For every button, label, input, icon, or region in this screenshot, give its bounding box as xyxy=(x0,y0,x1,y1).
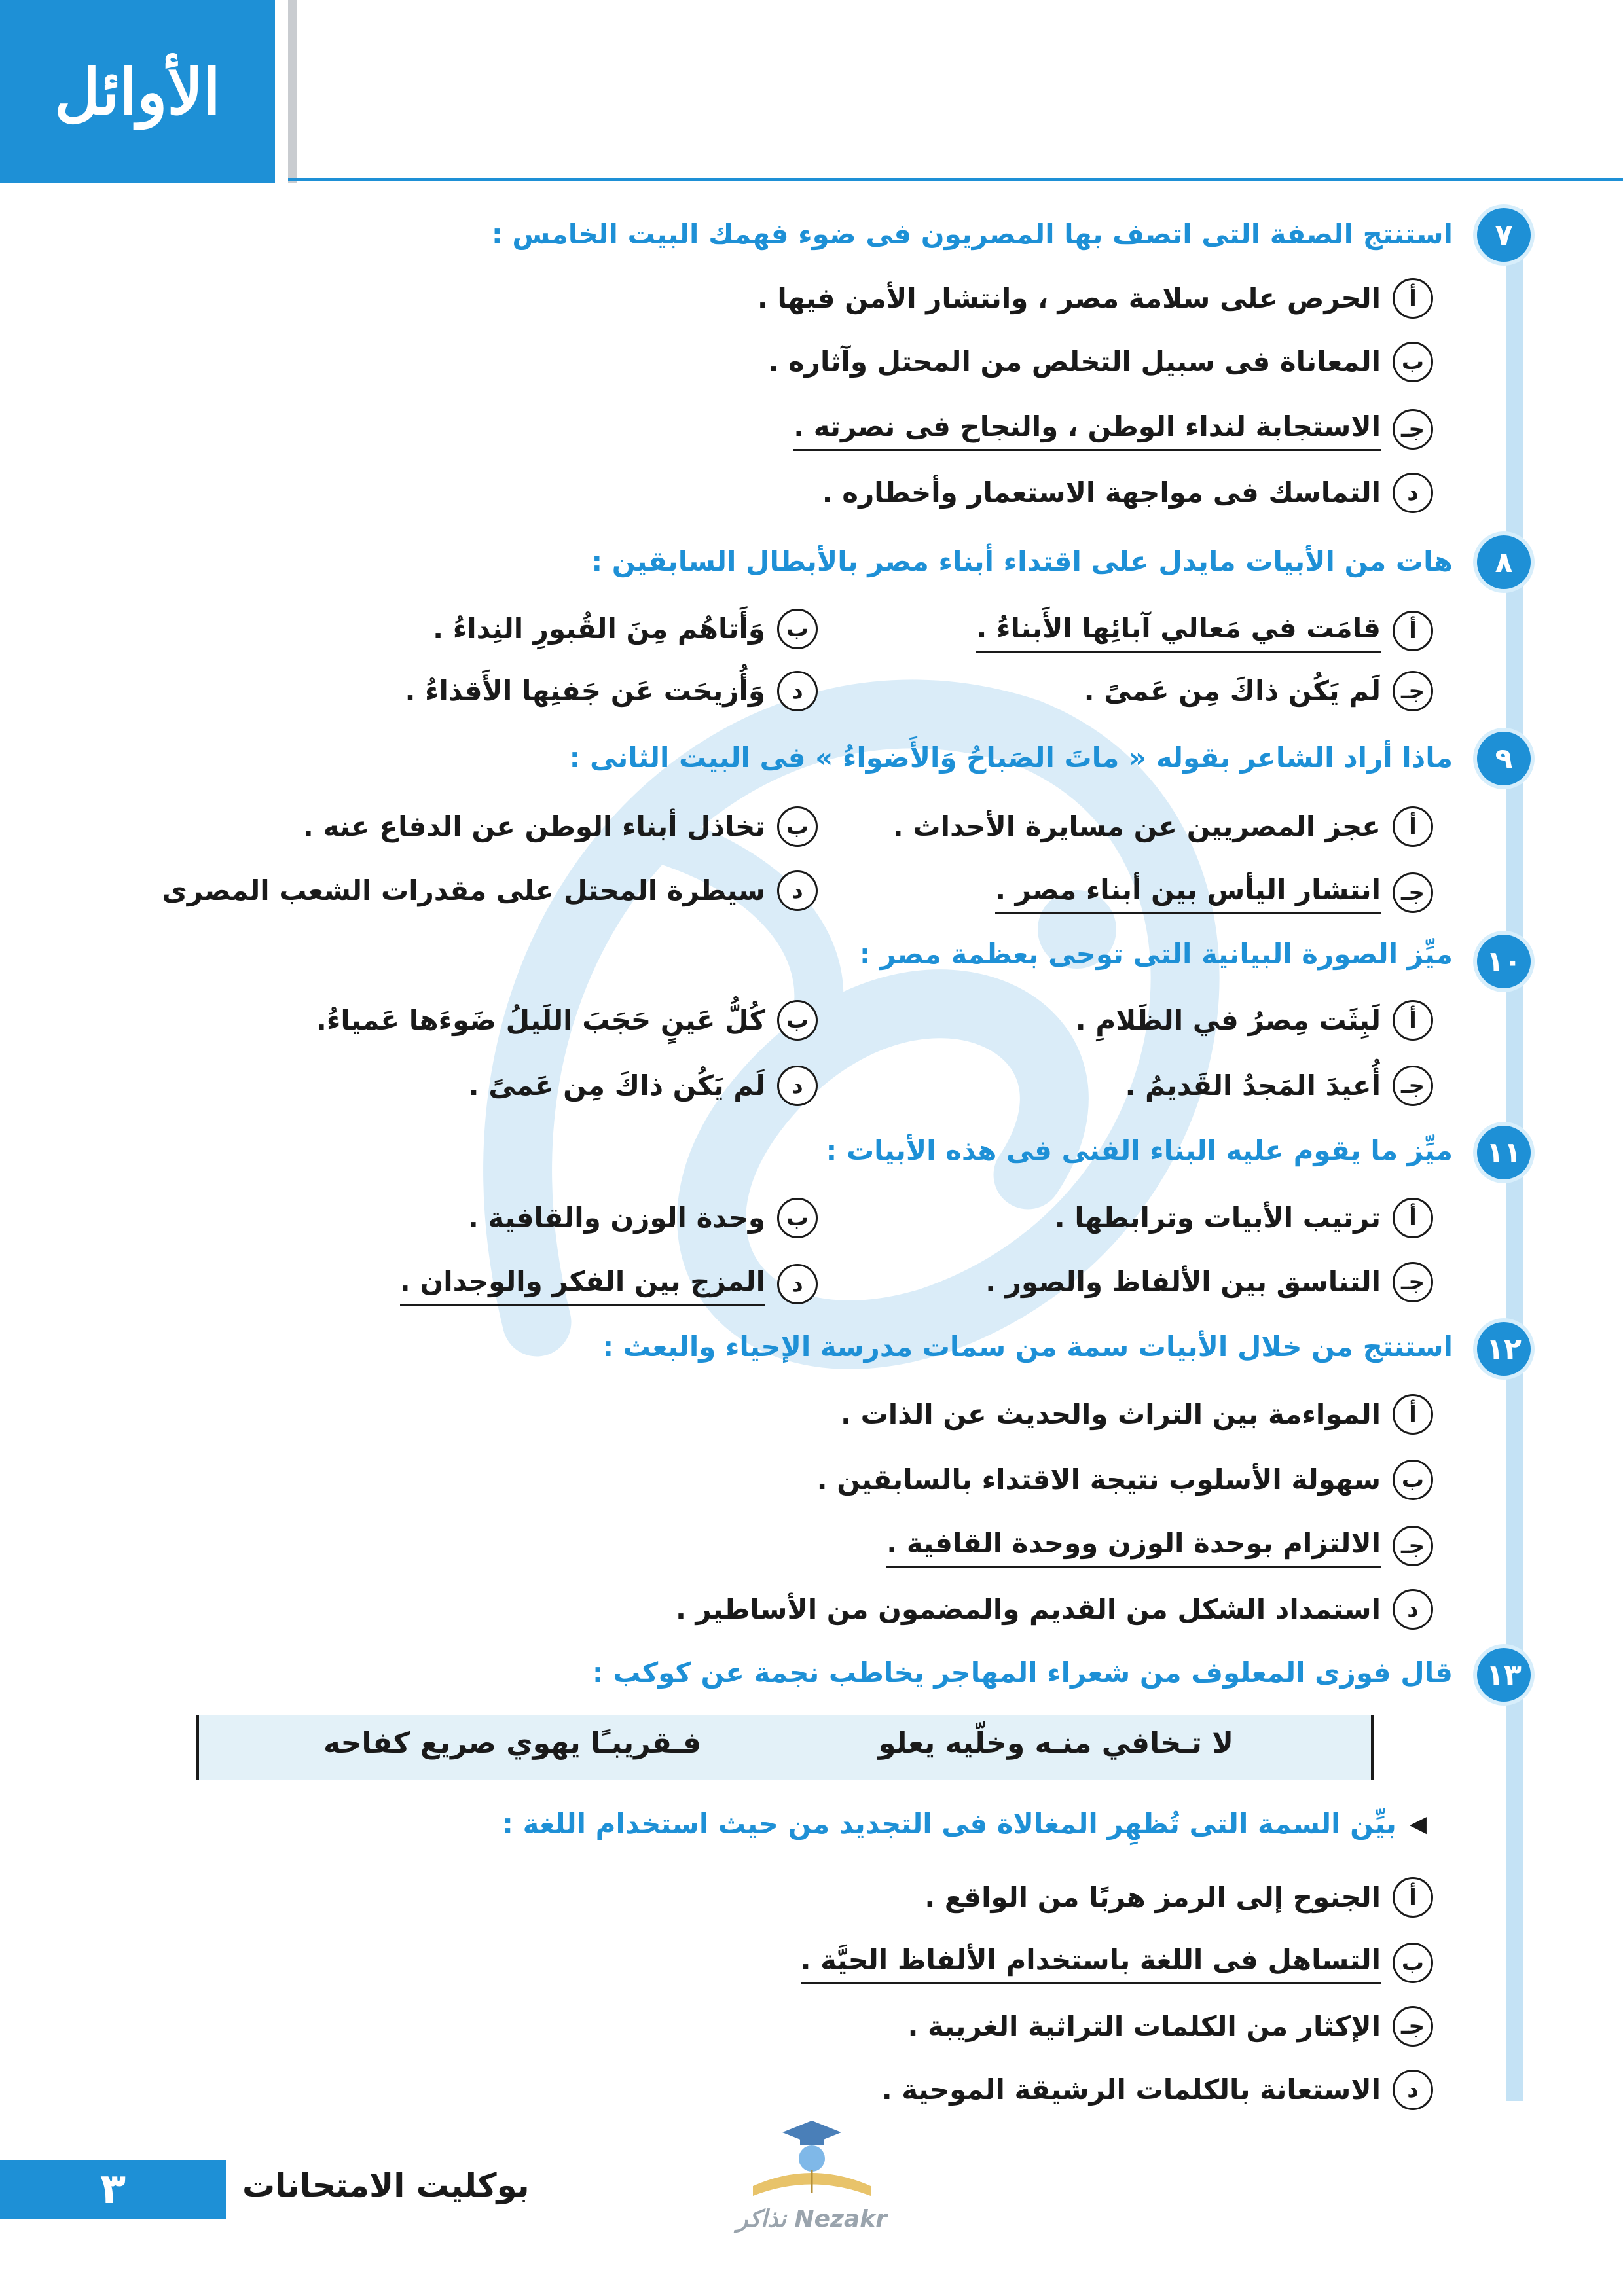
option-letter: د xyxy=(777,1066,818,1106)
sub-question-text: بيِّن السمة التى تُظهِر المغالاة فى التجديد من حيث استخدام اللغة : xyxy=(502,1808,1396,1840)
q8-option-a[interactable]: أ قامَت في مَعالي آبائِها الأَبناءُ . xyxy=(976,609,1433,653)
option-letter: أ xyxy=(1393,806,1433,847)
q8-option-c[interactable]: جـ لَم يَكُن ذاكَ مِن عَمىً . xyxy=(1084,671,1433,711)
option-letter: أ xyxy=(1393,611,1433,651)
sub-question xyxy=(502,1808,1427,1840)
option-letter: د xyxy=(1393,473,1433,513)
question-11-text: ميِّز ما يقوم عليه البناء الفنى فى هذه الأبيات : xyxy=(826,1134,1453,1166)
option-letter: ب xyxy=(1393,1943,1433,1983)
poem-verse-box xyxy=(196,1715,1374,1780)
q11-option-b[interactable]: ب وحدة الوزن والقافية . xyxy=(468,1198,818,1238)
option-letter: أ xyxy=(1393,1877,1433,1918)
question-number-9: ٩ xyxy=(1477,732,1531,785)
option-letter: ب xyxy=(777,806,818,847)
option-letter: د xyxy=(777,870,818,911)
option-letter: ب xyxy=(777,1000,818,1041)
q10-option-a[interactable]: أ لَبِثَت مِصرُ في الظَلامِ . xyxy=(1076,1000,1433,1041)
page-number: ٣ xyxy=(0,2160,226,2219)
q8-option-b[interactable]: ب وَأَتاهُم مِنَ القُبورِ النِداءُ . xyxy=(433,609,818,649)
q11-option-c[interactable]: جـ التناسق بين الألفاظ والصور . xyxy=(985,1262,1433,1302)
option-letter: د xyxy=(777,1264,818,1304)
option-letter: ب xyxy=(1393,1460,1433,1500)
q12-option-c[interactable]: جـ الالتزام بوحدة الوزن ووحدة القافية . xyxy=(886,1524,1433,1568)
q11-option-a[interactable]: أ ترتيب الأبيات وترابطها . xyxy=(1055,1198,1433,1238)
option-letter: جـ xyxy=(1393,1066,1433,1106)
option-letter: د xyxy=(1393,1589,1433,1630)
nezakr-logo xyxy=(727,2108,897,2238)
q10-option-c[interactable]: جـ أُعيدَ المَجدُ القَديمُ . xyxy=(1125,1066,1433,1106)
publisher-logo xyxy=(0,0,275,183)
question-13-text: قال فوزى المعلوف من شعراء المهاجر يخاطب نجمة عن كوكب : xyxy=(592,1657,1453,1689)
q7-option-c[interactable]: جـ الاستجابة لنداء الوطن ، والنجاح فى نصرته . xyxy=(793,407,1433,451)
option-letter: جـ xyxy=(1393,1262,1433,1302)
question-number-12: ١٢ xyxy=(1477,1322,1531,1376)
option-letter: أ xyxy=(1393,1394,1433,1435)
q7-option-b[interactable]: ب المعاناة فى سبيل التخلص من المحتل وآثاره . xyxy=(768,342,1433,382)
q13-option-d[interactable]: د الاستعانة بالكلمات الرشيقة الموحية . xyxy=(882,2070,1433,2110)
poem-hemistich-1: لا تـخافي منـه وخلّيه يعلو xyxy=(878,1727,1233,1760)
option-letter: أ xyxy=(1393,278,1433,319)
header-rule xyxy=(288,178,1623,181)
brand-wordmark: Nezakr نذاكر xyxy=(737,2206,887,2233)
question-12-text: استنتج من خلال الأبيات سمة من سمات مدرسة الإحياء والبعث : xyxy=(602,1331,1453,1363)
q7-option-d[interactable]: د التماسك فى مواجهة الاستعمار وأخطاره . xyxy=(822,473,1433,513)
q12-option-b[interactable]: ب سهولة الأسلوب نتيجة الاقتداء بالسابقين . xyxy=(817,1460,1433,1500)
option-letter: أ xyxy=(1393,1000,1433,1041)
option-letter: جـ xyxy=(1393,409,1433,450)
q9-option-c[interactable]: جـ انتشار اليأس بين أبناء مصر . xyxy=(995,870,1433,914)
q9-option-b[interactable]: ب تخاذل أبناء الوطن عن الدفاع عنه . xyxy=(303,806,818,847)
question-number-13: ١٣ xyxy=(1477,1648,1531,1702)
option-letter: ب xyxy=(777,609,818,649)
option-letter: جـ xyxy=(1393,1526,1433,1566)
q9-option-d[interactable]: د سيطرة المحتل على مقدرات الشعب المصرى xyxy=(162,870,818,911)
option-letter: أ xyxy=(1393,1198,1433,1238)
option-letter: جـ xyxy=(1393,872,1433,913)
question-number-10: ١٠ xyxy=(1477,935,1531,988)
booklet-title: بوكليت الامتحانات xyxy=(242,2166,530,2204)
option-letter: جـ xyxy=(1393,671,1433,711)
question-10-text: ميِّز الصورة البيانية التى توحى بعظمة مصر : xyxy=(859,938,1453,970)
option-letter: د xyxy=(777,671,818,711)
question-number-7: ٧ xyxy=(1477,208,1531,262)
question-number-8: ٨ xyxy=(1477,535,1531,589)
graduate-book-icon xyxy=(727,2108,897,2206)
question-number-11: ١١ xyxy=(1477,1126,1531,1179)
triangle-bullet-icon: ◀ xyxy=(1409,1810,1427,1837)
question-9-text: ماذا أراد الشاعر بقوله « ماتَ الصَباحُ وَالأَضواءُ » فى البيت الثانى : xyxy=(569,742,1453,774)
logo-text: الأوائل xyxy=(54,54,221,129)
q9-option-a[interactable]: أ عجز المصريين عن مسايرة الأحداث . xyxy=(893,806,1433,847)
q12-option-d[interactable]: د استمداد الشكل من القديم والمضمون من الأساطير . xyxy=(676,1589,1433,1630)
option-letter: ب xyxy=(1393,342,1433,382)
question-8-text: هات من الأبيات مايدل على اقتداء أبناء مصر بالأبطال السابقين : xyxy=(591,545,1453,577)
question-7-text: استنتج الصفة التى اتصف بها المصريون فى ضوء فهمك البيت الخامس : xyxy=(491,218,1453,250)
option-letter: جـ xyxy=(1393,2006,1433,2047)
q8-option-d[interactable]: د وَأُزيحَت عَن جَفنِها الأَقذاءُ . xyxy=(405,671,818,711)
q11-option-d[interactable]: د المزج بين الفكر والوجدان . xyxy=(400,1262,818,1306)
q12-option-a[interactable]: أ المواءمة بين التراث والحديث عن الذات . xyxy=(841,1394,1433,1435)
q10-option-d[interactable]: د لَم يَكُن ذاكَ مِن عَمىً . xyxy=(469,1066,818,1106)
option-letter: ب xyxy=(777,1198,818,1238)
poem-hemistich-2: فـقريبـًا يهوي صريع كفاحه xyxy=(323,1727,702,1760)
q13-option-b[interactable]: ب التساهل فى اللغة باستخدام الألفاظ الحيَّة . xyxy=(801,1941,1433,1984)
q10-option-b[interactable]: ب كُلُّ عَينٍ حَجَبَ اللَيلُ ضَوءَها عَمياءُ. xyxy=(316,1000,818,1041)
q13-option-a[interactable]: أ الجنوح إلى الرمز هربًا من الواقع . xyxy=(924,1877,1433,1918)
option-letter: د xyxy=(1393,2070,1433,2110)
q13-option-c[interactable]: جـ الإكثار من الكلمات التراثية الغريبة . xyxy=(907,2006,1433,2047)
header-divider xyxy=(288,0,297,183)
q7-option-a[interactable]: أ الحرص على سلامة مصر ، وانتشار الأمن فيها . xyxy=(757,278,1433,319)
